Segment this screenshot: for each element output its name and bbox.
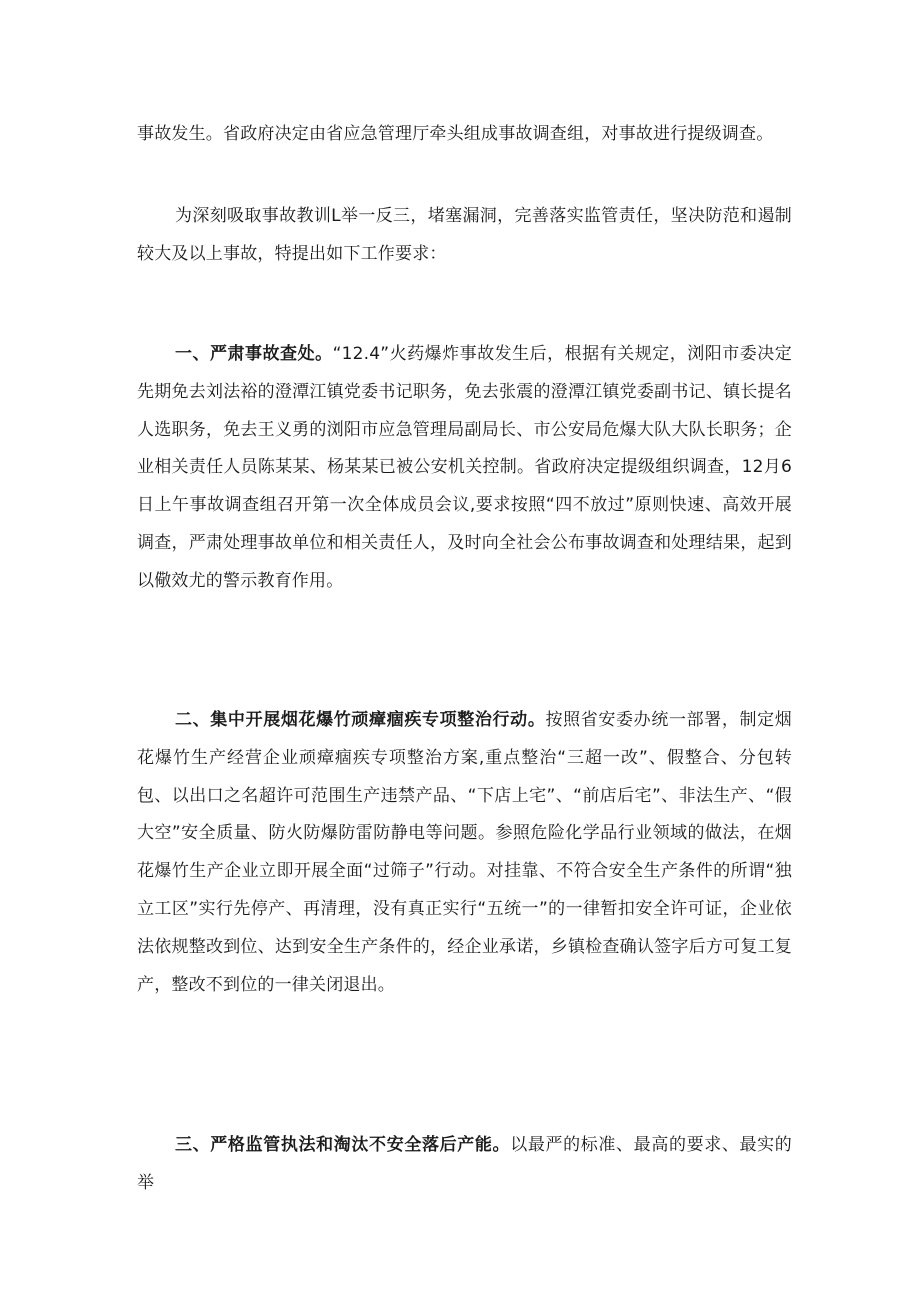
paragraph-section-2	[137, 702, 792, 1004]
paragraph-section-3	[137, 1127, 792, 1203]
section-heading: 三、严格监管执法和淘汰不安全落后产能。	[175, 1135, 511, 1155]
section-heading: 一、严肃事故查处。	[175, 344, 333, 364]
paragraph-text: 事故发生。省政府决定由省应急管理厅牵头组成事故调查组，对事故进行提级调查。	[137, 124, 774, 144]
paragraph-intro	[137, 198, 792, 274]
paragraph-text: “12.4”火药爆炸事故发生后，根据有关规定，浏阳市委决定先期免去刘法裕的澄潭江镇党委书记职务，免去张震的澄潭江镇党委副书记、镇长提名人选职务，免去王义勇的浏阳市应急管理局副局长、市公安局危爆大队大队长职务；企业相关责任人员陈某某、杨某某已被公安机关控制。省政府决定提级组织调查，12月6日上午事故调查组召开第一次全体成员会议,要求按照“四不放过”原则快速、高效开展调查，严肃处理事故单位和相关责任人，及时向全社会公布事故调查和处理结果，起到以儆效尤的警示教育作用。	[137, 344, 792, 591]
paragraph-text: 按照省安委办统一部署，制定烟花爆竹生产经营企业顽瘴痼疾专项整治方案,重点整治“三超一改”、假整合、分包转包、以出口之名超许可范围生产违禁产品、“下店上宅”、“前店后宅”、非法生产、“假大空”安全质量、防火防爆防雷防静电等问题。参照危险化学品行业领域的做法，在烟花爆竹生产企业立即开展全面“过筛子”行动。对挂靠、不符合安全生产条件的所谓“独立工区”实行先停产、再清理，没有真正实行“五统一”的一律暂扣安全许可证，企业依法依规整改到位、达到安全生产条件的，经企业承诺，乡镇检查确认签字后方可复工复产，整改不到位的一律关闭退出。	[137, 710, 792, 995]
paragraph-continuation	[137, 116, 792, 154]
section-heading: 二、集中开展烟花爆竹顽瘴痼疾专项整治行动。	[175, 710, 546, 730]
paragraph-section-1	[137, 336, 792, 601]
paragraph-text: 以最严的标准、最高的要求、最实的举	[137, 1135, 792, 1193]
paragraph-text: 为深刻吸取事故教训L举一反三，堵塞漏洞，完善落实监管责任，坚决防范和遏制较大及以上事故，特提出如下工作要求：	[137, 206, 792, 264]
